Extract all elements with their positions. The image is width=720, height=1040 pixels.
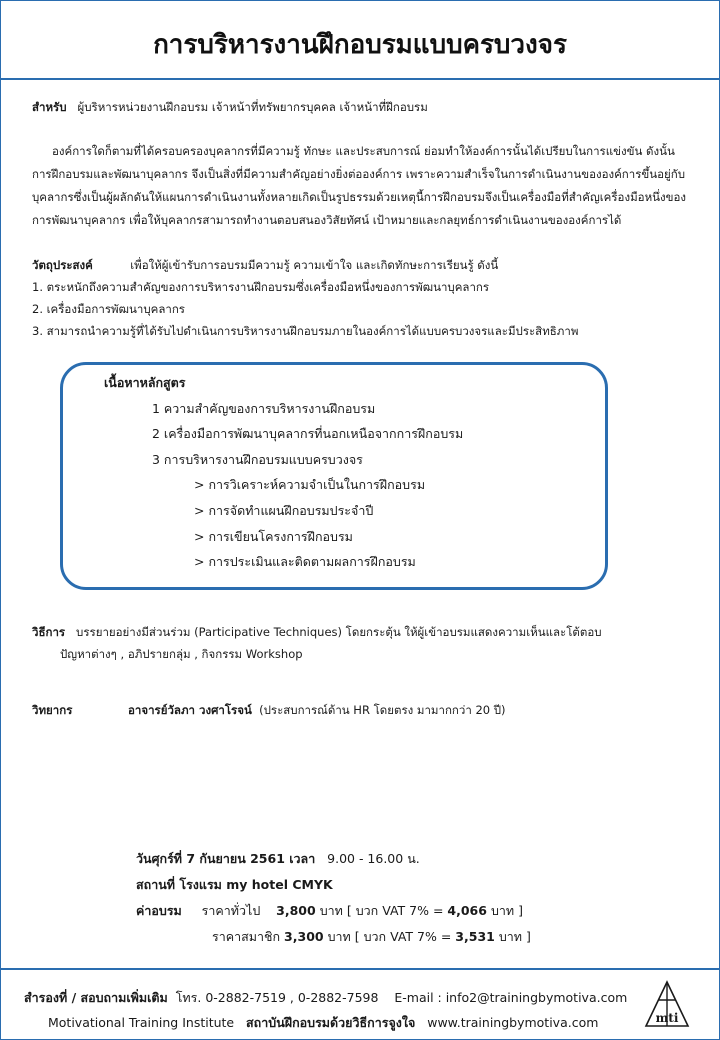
fee-general-total: 4,066 <box>447 903 487 918</box>
mti-logo-icon <box>644 980 690 1028</box>
fee-general-row <box>136 901 523 921</box>
fee-general-price: 3,800 <box>276 903 316 918</box>
fee-general-unit: บาท [ บวก VAT 7% = <box>319 903 444 918</box>
footer-phone[interactable]: โทร. 0-2882-7519 , 0-2882-7598 <box>175 990 379 1005</box>
method-line-1: บรรยายอย่างมีส่วนร่วม (Participative Techniques) โดยกระตุ้น ให้ผู้เข้าอบรมแสดงความเห็นและโต้ตอบ <box>76 625 602 639</box>
fee-general-label: ราคาทั่วไป <box>201 903 261 918</box>
objective-item-2: 2. เครื่องมือการพัฒนาบุคลากร <box>32 302 185 316</box>
footer-institute-en: Motivational Training Institute <box>48 1015 235 1030</box>
schedule-date: วันศุกร์ที่ 7 กันยายน 2561 เวลา <box>136 851 316 866</box>
schedule-venue: สถานที่ โรงแรม my hotel CMYK <box>136 877 333 892</box>
method-row <box>32 622 602 642</box>
objective-item-1: 1. ตระหนักถึงความสำคัญของการบริหารงานฝึกอบรมซึ่งเครื่องมือหนึ่งของการพัฒนาบุคลากร <box>32 280 490 294</box>
objectives-lead: เพื่อให้ผู้เข้ารับการอบรมมีความรู้ ความเข้าใจ และเกิดทักษะการเรียนรู้ ดังนี้ <box>130 258 499 272</box>
footer-email[interactable]: E-mail : info2@trainingbymotiva.com <box>394 990 628 1005</box>
method-label: วิธีการ <box>32 625 66 639</box>
speaker-name: อาจารย์วัลภา วงศาโรจน์ <box>128 703 252 717</box>
page-title: การบริหารงานฝึกอบรมแบบครบวงจร <box>153 30 567 60</box>
outline-subitem-4: > การประเมินและติดตามผลการฝึกอบรม <box>194 554 416 569</box>
outline-subitem-3: > การเขียนโครงการฝึกอบรม <box>194 529 353 544</box>
outline-subitem-2: > การจัดทำแผนฝึกอบรมประจำปี <box>194 503 374 518</box>
fee-member-label: ราคาสมาชิก <box>212 929 281 944</box>
method-line-2: ปัญหาต่างๆ , อภิปรายกลุ่ม , กิจกรรม Workshop <box>60 647 303 661</box>
intro-line-4: การพัฒนาบุคลากร เพื่อให้บุคลากรสามารถทำงานตอบสนองวิสัยทัศน์ เป้าหมายและกลยุทธ์การดำเนินงานขององค์การได้ <box>32 213 622 227</box>
footer-divider <box>0 968 720 970</box>
audience-row <box>32 97 428 117</box>
footer-contact-label: สำรองที่ / สอบถามเพิ่มเติม <box>24 990 168 1005</box>
intro-line-2: การฝึกอบรมและพัฒนาบุคลากร จึงเป็นสิ่งที่มีความสำคัญอย่างยิ่งต่อองค์การ เพราะความสำเร็จในการดำเนินงานขององค์การขึ้นอยู่กับ <box>32 167 686 181</box>
objectives-label: วัตถุประสงค์ <box>32 258 93 272</box>
footer-institute-th: สถาบันฝึกอบรมด้วยวิธีการจูงใจ <box>246 1015 416 1030</box>
outline-item-3: 3 การบริหารงานฝึกอบรมแบบครบวงจร <box>152 452 363 467</box>
speaker-label: วิทยากร <box>32 703 73 717</box>
speaker-row <box>128 700 506 720</box>
audience-label: สำหรับ <box>32 100 67 114</box>
objectives-row <box>32 255 498 275</box>
outline-heading: เนื้อหาหลักสูตร <box>104 375 186 390</box>
footer-website[interactable]: www.trainingbymotiva.com <box>427 1015 599 1030</box>
fee-member-row <box>212 927 531 947</box>
fee-member-tail: บาท ] <box>498 929 531 944</box>
footer-institute-row <box>48 1013 598 1033</box>
intro-line-3: บุคลากรซึ่งเป็นผู้ผลักดันให้แผนการดำเนินงานทั้งหลายเกิดเป็นรูปธรรมด้วยเหตุนี้การฝึกอบรมจึงเป็นเครื่องมือที่สำคัญเครื่องมือหนึ่งของ <box>32 190 687 204</box>
objective-item-3: 3. สามารถนำความรู้ที่ได้รับไปดำเนินการบริหารงานฝึกอบรมภายในองค์การได้แบบครบวงจรและมีประสิทธิภาพ <box>32 324 579 338</box>
fee-general-tail: บาท ] <box>490 903 523 918</box>
fee-member-unit: บาท [ บวก VAT 7% = <box>327 929 452 944</box>
outline-item-1: 1 ความสำคัญของการบริหารงานฝึกอบรม <box>152 401 376 416</box>
schedule-time: 9.00 - 16.00 น. <box>327 851 420 866</box>
title-divider <box>0 78 720 80</box>
fee-member-price: 3,300 <box>284 929 324 944</box>
outline-subitem-1: > การวิเคราะห์ความจำเป็นในการฝึกอบรม <box>194 477 426 492</box>
footer-contact-row <box>24 988 627 1008</box>
logo-text: mti <box>655 1011 679 1025</box>
audience-text: ผู้บริหารหน่วยงานฝึกอบรม เจ้าหน้าที่ทรัพยากรบุคคล เจ้าหน้าที่ฝึกอบรม <box>77 100 428 114</box>
schedule-date-row <box>136 849 420 869</box>
outline-item-2: 2 เครื่องมือการพัฒนาบุคลากรที่นอกเหนือจากการฝึกอบรม <box>152 426 464 441</box>
intro-line-1: องค์การใดก็ตามที่ได้ครอบครองบุคลากรที่มีความรู้ ทักษะ และประสบการณ์ ย่อมทำให้องค์การนั้นได้เปรียบในการแข่งขัน ดังนั้น <box>52 144 675 158</box>
fee-label: ค่าอบรม <box>136 903 182 918</box>
fee-member-total: 3,531 <box>455 929 495 944</box>
speaker-note: (ประสบการณ์ด้าน HR โดยตรง มามากกว่า 20 ปี) <box>259 703 506 717</box>
